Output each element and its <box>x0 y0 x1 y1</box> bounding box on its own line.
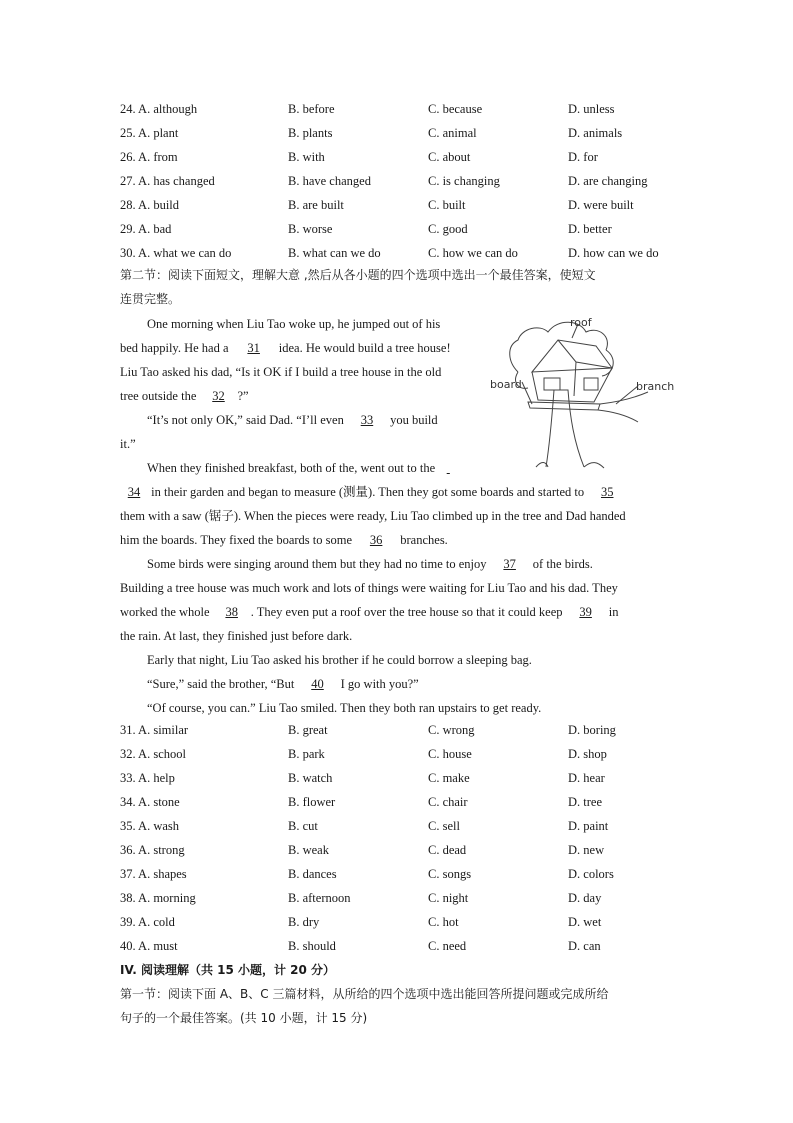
passage-line: the rain. At last, they finished just before dark. <box>120 629 353 643</box>
option-b: B. flower <box>288 795 336 809</box>
option-a: 37. A. shapes <box>120 867 187 881</box>
blank-35: 35 <box>600 485 614 499</box>
blank-36: 36 <box>369 533 383 547</box>
option-row <box>120 863 680 885</box>
option-d: D. animals <box>568 126 623 140</box>
section2-instruction-line2: 连贯完整。 <box>120 292 181 306</box>
option-d: D. tree <box>568 795 603 809</box>
option-row <box>120 170 680 192</box>
blank-33: 33 <box>360 413 374 427</box>
passage-line: Building a tree house was much work and lots of things were waiting for Liu Tao and his dad. They <box>120 581 618 595</box>
option-a: 25. A. plant <box>120 126 179 140</box>
option-a: 31. A. similar <box>120 723 189 737</box>
option-d: D. colors <box>568 867 614 881</box>
option-c: C. night <box>428 891 469 905</box>
option-d: D. were built <box>568 198 634 212</box>
label-branch: branch <box>636 380 675 393</box>
option-row <box>120 815 680 837</box>
section2-instruction-line1: 第二节：阅读下面短文，理解大意 ,然后从各小题的四个选项中选出一个最佳答案，使短文 <box>120 268 596 282</box>
option-c: C. hot <box>428 915 459 929</box>
option-d: D. unless <box>568 102 615 116</box>
option-b: B. cut <box>288 819 318 833</box>
option-a: 28. A. build <box>120 198 180 212</box>
option-d: D. hear <box>568 771 605 785</box>
blank-38: 38 <box>225 605 238 619</box>
blank-31: 31 <box>247 341 260 355</box>
option-c: C. how we can do <box>428 246 518 260</box>
passage-line: Some birds were singing around them but they had no time to enjoy 37 of the birds. <box>147 552 697 576</box>
option-b: B. with <box>288 150 325 164</box>
option-d: D. paint <box>568 819 609 833</box>
blank-37: 37 <box>503 557 516 571</box>
option-row <box>120 791 680 813</box>
option-row <box>120 719 680 741</box>
option-c: C. chair <box>428 795 468 809</box>
passage-line: them with a saw (锯子). When the pieces were ready, Liu Tao climbed up in the tree and Dad handed <box>120 509 626 523</box>
option-c: C. make <box>428 771 470 785</box>
passage-line: “It’s not only OK,” said Dad. “I’ll even 33 you build <box>147 408 697 432</box>
passage-line: 34 in their garden and began to measure (测量). Then they got some boards and started to 35 <box>120 480 670 504</box>
branch-shape <box>598 392 648 422</box>
option-b: B. before <box>288 102 335 116</box>
option-row <box>120 218 680 240</box>
option-b: B. worse <box>288 222 333 236</box>
option-d: D. can <box>568 939 601 953</box>
option-b: B. plants <box>288 126 333 140</box>
option-a: 38. A. morning <box>120 891 196 905</box>
option-row <box>120 146 680 168</box>
option-b: B. park <box>288 747 325 761</box>
option-c: C. is changing <box>428 174 500 188</box>
option-row <box>120 743 680 765</box>
option-b: B. should <box>288 939 336 953</box>
roof-shape <box>532 340 612 372</box>
option-a: 35. A. wash <box>120 819 180 833</box>
option-row <box>120 194 680 216</box>
passage-line: worked the whole 38 . They even put a roof over the tree house so that it could keep 39 in <box>120 600 670 624</box>
passage-line: bed happily. He had a 31 idea. He would build a tree house! <box>120 336 670 360</box>
option-d: D. are changing <box>568 174 648 188</box>
option-b: B. watch <box>288 771 333 785</box>
section4-instruction-line2: 句子的一个最佳答案。(共 10 小题，计 15 分) <box>120 1011 368 1025</box>
option-row <box>120 911 680 933</box>
option-d: D. shop <box>568 747 607 761</box>
option-a: 34. A. stone <box>120 795 180 809</box>
option-row <box>120 935 680 957</box>
label-roof: roof <box>570 316 592 329</box>
option-a: 33. A. help <box>120 771 175 785</box>
option-row <box>120 242 680 264</box>
option-c: C. sell <box>428 819 460 833</box>
passage-line: One morning when Liu Tao woke up, he jumped out of his <box>147 317 441 331</box>
passage-line: Liu Tao asked his dad, “Is it OK if I build a tree house in the old <box>120 365 442 379</box>
board-shape <box>528 402 600 410</box>
option-a: 32. A. school <box>120 747 186 761</box>
option-a: 29. A. bad <box>120 222 172 236</box>
option-b: B. afternoon <box>288 891 351 905</box>
passage-line: Early that night, Liu Tao asked his brother if he could borrow a sleeping bag. <box>147 653 532 667</box>
option-d: D. day <box>568 891 602 905</box>
option-d: D. boring <box>568 723 616 737</box>
option-c: C. about <box>428 150 471 164</box>
option-row <box>120 887 680 909</box>
option-d: D. how can we do <box>568 246 659 260</box>
option-c: C. house <box>428 747 472 761</box>
option-c: C. wrong <box>428 723 475 737</box>
option-b: B. great <box>288 723 328 737</box>
blank-32: 32 <box>212 389 225 403</box>
option-row <box>120 767 680 789</box>
option-b: B. are built <box>288 198 344 212</box>
option-d: D. new <box>568 843 605 857</box>
passage-line: tree outside the 32 ?” <box>120 384 670 408</box>
passage-line: it.” <box>120 437 136 451</box>
option-c: C. because <box>428 102 483 116</box>
passage-line: When they finished breakfast, both of the, went out to the <box>147 461 436 475</box>
option-a: 26. A. from <box>120 150 178 164</box>
option-c: C. dead <box>428 843 467 857</box>
option-a: 40. A. must <box>120 939 178 953</box>
option-b: B. dry <box>288 915 320 929</box>
option-b: B. have changed <box>288 174 371 188</box>
option-d: D. for <box>568 150 598 164</box>
option-b: B. what can we do <box>288 246 381 260</box>
blank-34: 34 <box>127 485 141 499</box>
option-a: 24. A. although <box>120 102 198 116</box>
option-b: B. weak <box>288 843 329 857</box>
option-c: C. built <box>428 198 466 212</box>
option-a: 39. A. cold <box>120 915 175 929</box>
option-c: C. good <box>428 222 468 236</box>
passage-line: him the boards. They fixed the boards to some 36 branches. <box>120 528 670 552</box>
option-d: D. better <box>568 222 612 236</box>
option-row <box>120 839 680 861</box>
option-d: D. wet <box>568 915 602 929</box>
passage-line: “Of course, you can.” Liu Tao smiled. Then they both ran upstairs to get ready. <box>147 701 542 715</box>
option-row <box>120 98 680 120</box>
option-a: 30. A. what we can do <box>120 246 232 260</box>
option-a: 36. A. strong <box>120 843 185 857</box>
passage-line: “Sure,” said the brother, “But 40 I go with you?” <box>147 672 697 696</box>
label-board: board <box>490 378 522 391</box>
option-c: C. songs <box>428 867 472 881</box>
option-row <box>120 122 680 144</box>
blank-40: 40 <box>311 677 324 691</box>
option-c: C. need <box>428 939 467 953</box>
section4-heading: IV. 阅读理解（共 15 小题，计 20 分） <box>120 963 336 977</box>
section4-instruction-line1: 第一节：阅读下面 A、B、C 三篇材料，从所给的四个选项中选出能回答所提问题或完成所给 <box>120 987 609 1001</box>
option-a: 27. A. has changed <box>120 174 215 188</box>
blank-39: 39 <box>579 605 592 619</box>
option-b: B. dances <box>288 867 337 881</box>
tree-house-illustration <box>488 312 678 472</box>
option-c: C. animal <box>428 126 477 140</box>
